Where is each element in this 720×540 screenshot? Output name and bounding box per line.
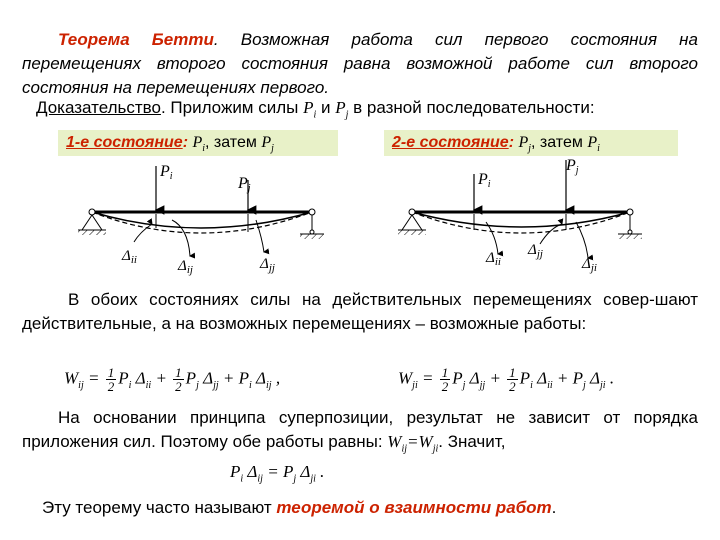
svg-text:Δjj: $\Delta_{jj}$	[528, 242, 543, 260]
delta-jj-label: $\Delta_{jj}$	[260, 256, 275, 274]
theorem-text: Возможная работа сил первого состояния на перемещениях второго состояния равна возможной работе сил второго состояния на перемещениях первого.	[22, 30, 698, 97]
state-2-box: 2-е состояние: $P_j$, затем $P_i$	[384, 130, 678, 156]
svg-text:Pi: Pi	[478, 171, 491, 190]
conclusion-line: Эту теорему часто называют теоремой о взаимности работ.	[42, 498, 557, 517]
reciprocity-term: теоремой о взаимности работ	[276, 498, 552, 517]
formula-wji: $W_{ji}$ = $\frac{1}{2}$ $P_j$ $\Delta_{jj}$ + $\frac{1}{2}$ $P_i$ $\Delta_{ii} + P_j$ $\Delta_{ji}$ .	[398, 365, 615, 394]
svg-text:Δii: $\Delta_{ii}$	[486, 250, 501, 268]
delta-ii-label: $\Delta_{ii}$	[122, 248, 137, 266]
svg-text:Pj: Pj	[566, 158, 579, 176]
state-1-label: 1-е состояние	[66, 134, 183, 151]
proof-line: Доказательство. Приложим силы $P_i$ и $P_j$ в разной последовательности:	[36, 98, 595, 121]
svg-text:Δji: $\Delta_{ji}$	[582, 256, 597, 274]
theorem-paragraph: Теорема Бетти. Возможная работа сил первого состояния на перемещениях второго состояния равна возможной работе сил второго состояния на перемещениях первого.	[22, 30, 698, 97]
force-label-pi: Pi	[160, 163, 173, 182]
works-paragraph: В обоих состояниях силы на действительных перемещениях совер-шают действительные, а на возможных перемещениях – возможные работы:	[22, 290, 698, 333]
superposition-paragraph: На основании принципа суперпозиции, результат не зависит от порядка приложения сил. Поэтому обе работы равны: $W_{ij}=W_{ji}$. Значит,	[22, 408, 698, 455]
formula-wij: $W_{ij}$ = $\frac{1}{2}$ $P_i$ $\Delta_{ii}$ + $\frac{1}{2}$ $P_j$ $\Delta_{jj} + P_i$ $\Delta_{ij}$ ,	[64, 365, 281, 394]
state-2-label: 2-е состояние	[392, 134, 509, 151]
state-1-box: 1-е состояние: $P_i$, затем $P_j$	[58, 130, 338, 156]
proof-label: Доказательство	[36, 98, 161, 117]
theorem-title: Теорема Бетти	[58, 30, 214, 49]
force-label-pj: Pj	[238, 175, 251, 194]
formula-reciprocity: $P_i$ $\Delta_{ij} = P_j$ $\Delta_{ji}$ .	[230, 462, 325, 485]
beam-diagram-state-2	[382, 158, 672, 278]
beam-diagram-state-1	[60, 158, 350, 278]
delta-ij-label: $\Delta_{ij}$	[178, 258, 193, 276]
